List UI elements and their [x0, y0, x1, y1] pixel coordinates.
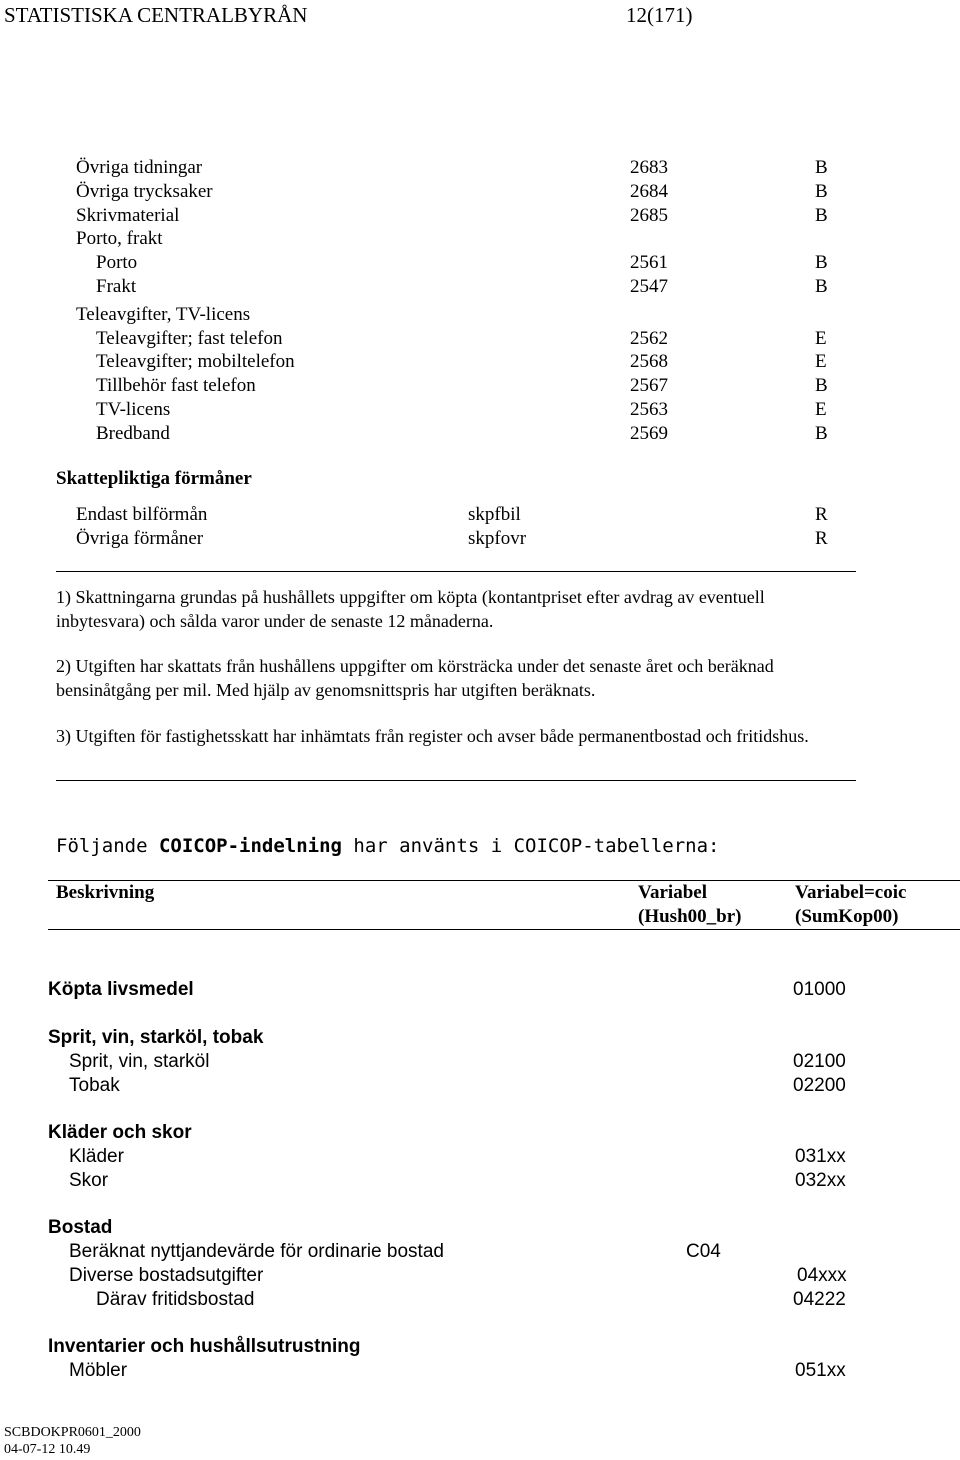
coicop-code: 02200 [793, 1075, 846, 1096]
footnote-1: 1) Skattningarna grundas på hushållets uppgifter om köpta (kontantpriset efter avdrag av eventuell inbytesvara) och sålda varor under de senaste 12 månaderna. [56, 587, 765, 631]
coicop-label: Möbler [69, 1360, 128, 1381]
list-item-type: E [815, 328, 827, 349]
table-header-rule-bottom [48, 929, 960, 930]
coicop-code: 031xx [795, 1146, 846, 1167]
col-var1-subheader: (Hush00_br) [638, 906, 742, 927]
coicop-intro-bold: COICOP-indelning [158, 835, 342, 857]
list-item-type: B [815, 252, 828, 273]
list-item-code: 2547 [630, 276, 668, 297]
benefit-label: Övriga förmåner [76, 528, 204, 549]
footnote-3: 3) Utgiften för fastighetsskatt har inhämtats från register och avser både permanentbostad och fritidshus. [56, 726, 809, 746]
coicop-code: 032xx [795, 1170, 846, 1191]
list-item-type: E [815, 399, 827, 420]
coicop-var: C04 [686, 1241, 721, 1262]
col-var2-subheader: (SumKop00) [795, 906, 899, 927]
list-item-label: Skrivmaterial [76, 205, 180, 226]
list-item-type: B [815, 181, 828, 202]
list-item-code: 2561 [630, 252, 668, 273]
footer-doc-id: SCBDOKPR0601_2000 [4, 1425, 141, 1440]
group-heading: Kläder och skor [48, 1122, 192, 1143]
benefit-var: skpfovr [468, 528, 527, 549]
coicop-label: Därav fritidsbostad [96, 1289, 255, 1310]
benefit-type: R [815, 528, 828, 549]
benefit-type: R [815, 504, 828, 525]
list-item-code: 2684 [630, 181, 668, 202]
list-item-type: B [815, 276, 828, 297]
coicop-intro-before: Följande [56, 835, 159, 857]
footer-date: 04-07-12 10.49 [4, 1442, 91, 1457]
list-item-code: 2568 [630, 351, 668, 372]
list-item-code: 2562 [630, 328, 668, 349]
list-item-type: E [815, 351, 827, 372]
list-item-label: Bredband [96, 423, 170, 444]
list-item-label: Övriga tidningar [76, 157, 203, 178]
list-item-type: B [815, 157, 828, 178]
list-item-type: B [815, 375, 828, 396]
list-item-label: Tillbehör fast telefon [96, 375, 256, 396]
coicop-code: 01000 [793, 979, 846, 1000]
list-item-label: Övriga trycksaker [76, 181, 213, 202]
footnote-rule-top [56, 571, 856, 572]
list-item-code: 2685 [630, 205, 668, 226]
list-item-label: TV-licens [96, 399, 171, 420]
group-heading: Bostad [48, 1217, 113, 1238]
footnote-2: 2) Utgiften har skattats från hushållens uppgifter om körsträcka under det senaste året och beräknad bensinåtgång per mil. Med hjälp av genomsnittspris har utgiften beräknats. [56, 656, 774, 700]
list-item-label: Teleavgifter; fast telefon [96, 328, 283, 349]
col-var2-header: Variabel=coic [795, 882, 907, 903]
coicop-label: Tobak [69, 1075, 120, 1096]
page-number: 12(171) [626, 3, 693, 27]
coicop-label: Kläder [69, 1146, 124, 1167]
benefit-var: skpfbil [468, 504, 521, 525]
coicop-code: 04xxx [797, 1265, 847, 1286]
coicop-code: 04222 [793, 1289, 846, 1310]
list-item-type: B [815, 205, 828, 226]
col-var1-header: Variabel [638, 882, 707, 903]
list-item-label: Teleavgifter, TV-licens [76, 304, 251, 325]
header-org: STATISTISKA CENTRALBYRÅN [4, 3, 308, 27]
list-item-code: 2563 [630, 399, 668, 420]
list-item-type: B [815, 423, 828, 444]
list-item-label: Teleavgifter; mobiltelefon [96, 351, 295, 372]
coicop-intro [56, 835, 719, 857]
list-item-code: 2569 [630, 423, 668, 444]
list-item-code: 2567 [630, 375, 668, 396]
coicop-label: Skor [69, 1170, 109, 1191]
benefits-heading: Skattepliktiga förmåner [56, 468, 252, 489]
list-item-code: 2683 [630, 157, 668, 178]
group-heading: Köpta livsmedel [48, 979, 194, 1000]
group-heading: Sprit, vin, starköl, tobak [48, 1027, 264, 1048]
coicop-intro-after: har använts i COICOP-tabellerna: [341, 835, 720, 857]
coicop-code: 02100 [793, 1051, 846, 1072]
benefit-label: Endast bilförmån [76, 504, 208, 525]
col-desc-header: Beskrivning [56, 882, 155, 903]
group-heading: Inventarier och hushållsutrustning [48, 1336, 361, 1357]
footnote-rule-bottom [56, 780, 856, 781]
coicop-code: 051xx [795, 1360, 846, 1381]
list-item-label: Frakt [96, 276, 137, 297]
coicop-label: Beräknat nyttjandevärde för ordinarie bostad [69, 1241, 444, 1262]
table-header-rule-top [48, 880, 960, 881]
list-item-label: Porto [96, 252, 138, 273]
coicop-label: Diverse bostadsutgifter [69, 1265, 264, 1286]
list-item-label: Porto, frakt [76, 228, 163, 249]
coicop-label: Sprit, vin, starköl [69, 1051, 210, 1072]
